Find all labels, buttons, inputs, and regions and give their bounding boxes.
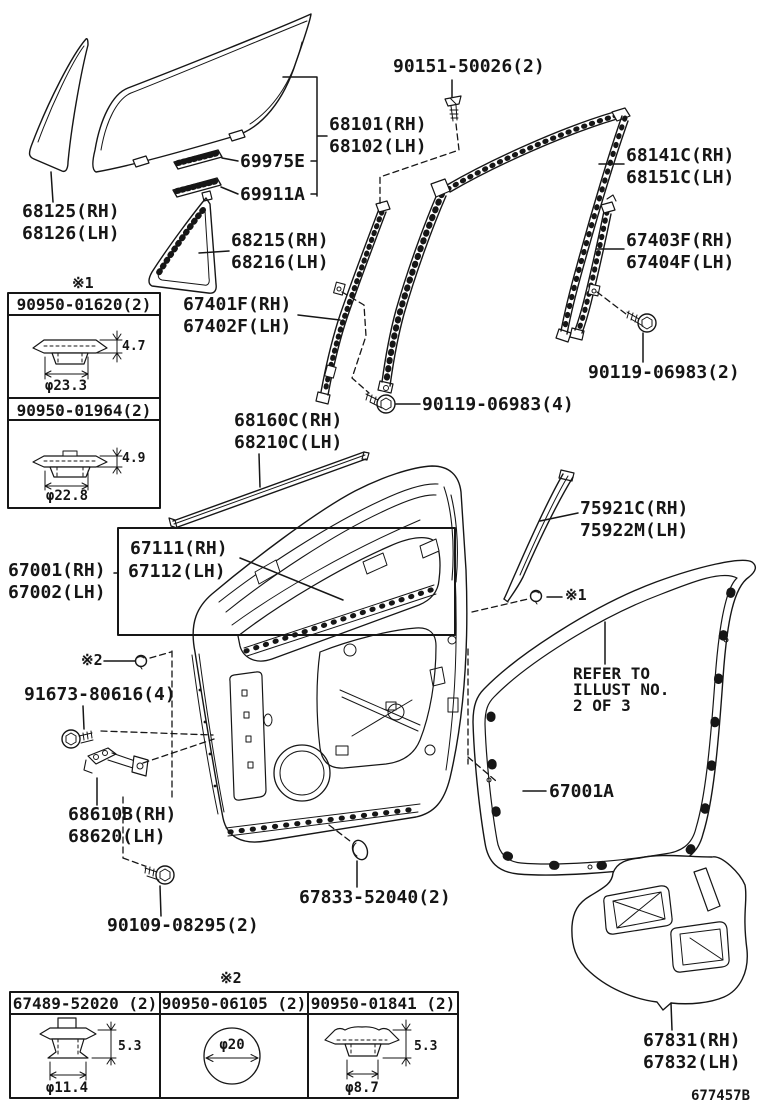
clip-marker-2 — [136, 656, 147, 670]
bolt-90109 — [145, 866, 174, 884]
label-90151-50026-2: 90151-50026(2) — [393, 56, 545, 77]
label-67404f-lh: 67404F(LH) — [626, 252, 735, 273]
label-69911a: 69911A — [240, 184, 306, 205]
label-t1-height: 4.7 — [122, 339, 146, 354]
label-91673-80616-4: 91673-80616(4) — [24, 684, 176, 705]
label-t1-dia: φ23.3 — [44, 378, 88, 394]
label-68620-lh: 68620(LH) — [68, 826, 166, 847]
label-note-1: REFER TO — [573, 664, 651, 683]
label-67402f-lh: 67402F(LH) — [183, 316, 292, 337]
bolt-90119-x4 — [366, 393, 395, 413]
label-note-2: ILLUST NO. — [573, 680, 670, 699]
label-marker-2-table: ※2 — [220, 969, 242, 987]
label-68210c-lh: 68210C(LH) — [234, 432, 343, 453]
clip-marker-1 — [531, 591, 542, 605]
clip-67833 — [350, 838, 370, 862]
pillar-trim-75921c — [504, 470, 574, 602]
vent-frame-drawing — [149, 191, 216, 293]
label-68141c-rh: 68141C(RH) — [626, 145, 735, 166]
label-68216-lh: 68216(LH) — [231, 252, 329, 273]
label-67401f-rh: 67401F(RH) — [183, 294, 292, 315]
label-67001a: 67001A — [549, 781, 615, 802]
label-t4-dia: φ20 — [219, 1037, 245, 1053]
label-figure-code: 677457B — [691, 1088, 751, 1104]
screw-90151 — [445, 96, 461, 121]
label-marker-1-ws: ※1 — [565, 586, 587, 604]
label-67833-52040-2: 67833-52040(2) — [299, 887, 451, 908]
label-marker-2-door: ※2 — [81, 651, 103, 669]
label-68151c-lh: 68151C(LH) — [626, 167, 735, 188]
label-67831-rh: 67831(RH) — [643, 1030, 741, 1051]
door-panel-drawing — [192, 466, 467, 842]
label-t5-height: 5.3 — [414, 1039, 438, 1054]
label-68160c-rh: 68160C(RH) — [234, 410, 343, 431]
label-t2-dia: φ22.8 — [45, 488, 89, 504]
label-t3-header: 67489-52020 (2) — [12, 994, 158, 1013]
label-67832-lh: 67832(LH) — [643, 1052, 741, 1073]
label-t4-header: 90950-06105 (2) — [161, 994, 307, 1013]
bolt-90119-x2 — [627, 311, 656, 332]
label-marker-1-table: ※1 — [72, 274, 94, 292]
door-glass-drawing — [93, 14, 311, 172]
label-90119-06983-2: 90119-06983(2) — [588, 362, 740, 383]
label-68125-rh: 68125(RH) — [22, 201, 120, 222]
label-68215-rh: 68215(RH) — [231, 230, 329, 251]
label-67403f-rh: 67403F(RH) — [626, 230, 735, 251]
label-75922m-lh: 75922M(LH) — [580, 520, 689, 541]
label-note-3: 2 OF 3 — [573, 696, 631, 715]
vent-glass-drawing — [30, 39, 88, 172]
label-68610b-rh: 68610B(RH) — [68, 804, 177, 825]
label-75921c-rh: 75921C(RH) — [580, 498, 689, 519]
label-t2-height: 4.9 — [122, 451, 146, 466]
glass-channel-69975e — [174, 150, 222, 169]
label-t3-dia: φ11.4 — [45, 1080, 89, 1096]
door-check-68610b — [84, 748, 148, 776]
label-67112-lh: 67112(LH) — [128, 561, 226, 582]
label-t5-dia: φ8.7 — [345, 1080, 379, 1096]
label-t3-height: 5.3 — [118, 1039, 142, 1054]
label-68102-lh: 68102(LH) — [329, 136, 427, 157]
label-67001-rh: 67001(RH) — [8, 560, 106, 581]
bolt-91673 — [62, 730, 93, 748]
glass-channel-69911a — [173, 178, 221, 197]
label-67002-lh: 67002(LH) — [8, 582, 106, 603]
label-t5-header: 90950-01841 (2) — [310, 994, 456, 1013]
label-t1-header: 90950-01620(2) — [16, 295, 152, 314]
label-t2-header: 90950-01964(2) — [16, 401, 152, 420]
label-90109-08295-2: 90109-08295(2) — [107, 915, 259, 936]
label-68126-lh: 68126(LH) — [22, 223, 120, 244]
label-67111-rh: 67111(RH) — [130, 538, 228, 559]
label-68101-rh: 68101(RH) — [329, 114, 427, 135]
service-cover-67831 — [572, 855, 747, 1010]
label-90119-06983-4: 90119-06983(4) — [422, 394, 574, 415]
label-69975e: 69975E — [240, 151, 306, 172]
weatherstrip-loop — [473, 560, 755, 875]
